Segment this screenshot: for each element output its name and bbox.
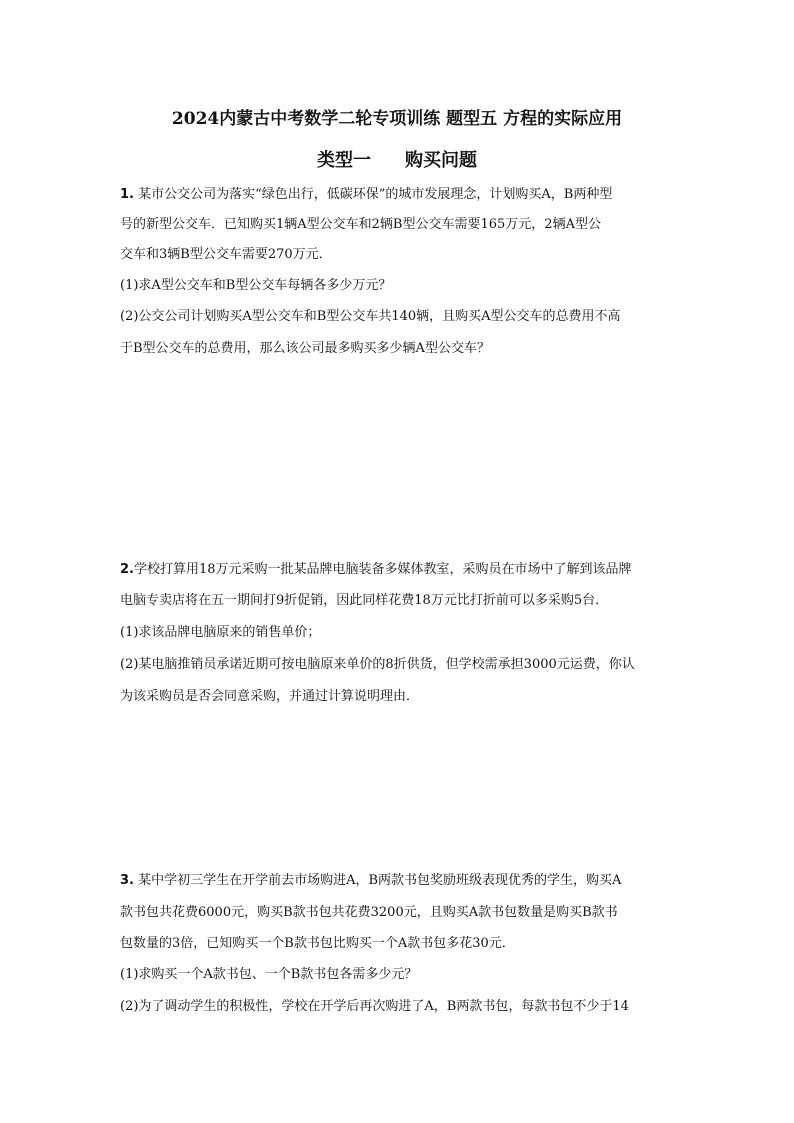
problem-3-line-2: 款书包共花费6000元，购买B款书包共花费3200元，且购买A款书包数量是购买B款书 [120, 905, 618, 920]
problem-2-line-1 [120, 561, 632, 579]
problem-2-part-2: (2)某电脑推销员承诺近期可按电脑原来单价的8折供货，但学校需承担3000元运费，你认 [120, 657, 635, 672]
section-label: 类型一 [317, 150, 371, 171]
problem-1-number: 1. [120, 187, 134, 202]
problem-1-line-2: 号的新型公交车．已知购买1辆A型公交车和2辆B型公交车需要165万元，2辆A型公 [120, 217, 601, 232]
problem-1-line-3: 交车和3辆B型公交车需要270万元． [120, 247, 332, 262]
problem-1-part-2: (2)公交公司计划购买A型公交车和B型公交车共140辆，且购买A型公交车的总费用不高 [120, 309, 621, 324]
section-name: 购买问题 [405, 150, 477, 171]
problem-1-line-6: 于B型公交车的总费用，那么该公司最多购买多少辆A型公交车？ [120, 341, 490, 356]
problem-2-line-2: 电脑专卖店将在五一期间打9折促销，因此同样花费18万元比打折前可以多采购5台． [120, 593, 609, 608]
problem-2-text: 学校打算用18万元采购一批某品牌电脑装备多媒体教室，采购员在市场中了解到该品牌 [133, 562, 632, 577]
problem-3-line-3: 包数量的3倍，已知购买一个B款书包比购买一个A款书包多花30元． [120, 936, 515, 951]
document-title: 2024内蒙古中考数学二轮专项训练 题型五 方程的实际应用 [171, 109, 623, 129]
problem-3-part-1: (1)求购买一个A款书包、一个B款书包各需多少元？ [120, 967, 418, 982]
problem-1-text: 某市公交公司为落实“绿色出行，低碳环保”的城市发展理念，计划购买A，B两种型 [133, 187, 613, 202]
problem-2-line-5: 为该采购员是否会同意采购，并通过计算说明理由． [120, 689, 420, 704]
problem-3-line-1 [120, 872, 621, 890]
problem-1-line-1 [120, 186, 612, 204]
problem-3-number: 3. [120, 873, 134, 888]
problem-3-text: 某中学初三学生在开学前去市场购进A，B两款书包奖励班级表现优秀的学生，购买A [133, 873, 622, 888]
section-heading [0, 146, 794, 172]
problem-1-part-1: (1)求A型公交车和B型公交车每辆各多少万元？ [120, 278, 392, 293]
problem-3-part-2: (2)为了调动学生的积极性，学校在开学后再次购进了A，B两款书包，每款书包不少于14 [120, 999, 629, 1014]
problem-2-part-1: (1)求该品牌电脑原来的销售单价； [120, 625, 321, 640]
problem-2-number: 2. [120, 562, 134, 577]
